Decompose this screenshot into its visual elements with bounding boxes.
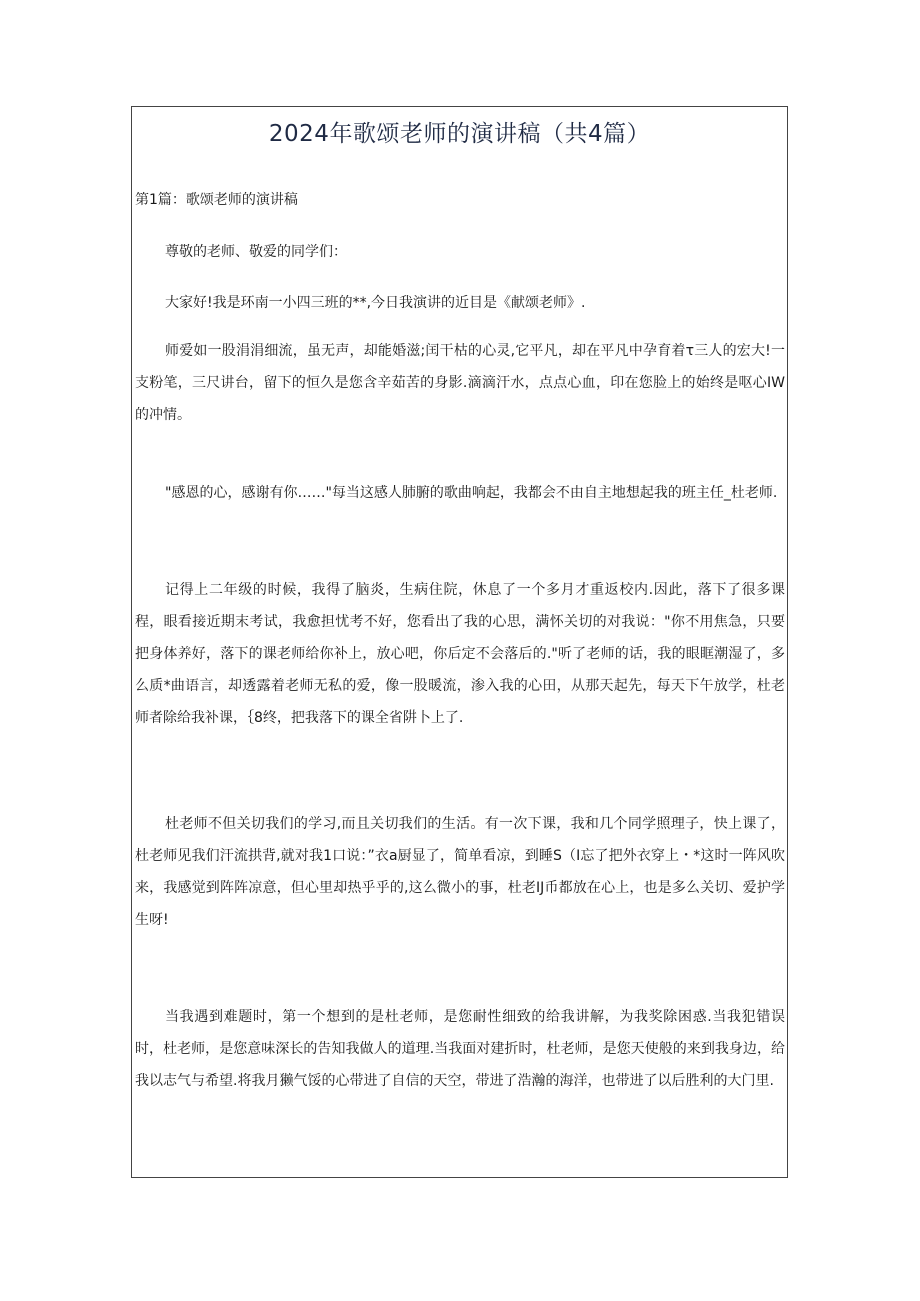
paragraph-teacher-love: 师爱如一股涓涓细流，虽无声，却能婚滋;闰干枯的心灵,它平凡，却在平凡中孕育着τ三人的宏大!一支粉笔，三尺讲台，留下的恒久是您含辛茹苦的身影.滴滴汗水，点点心血，印在您脸上的始终是呕心IW的冲情。 [135,343,785,423]
paragraph-difficulties: 当我遇到难题时，第一个想到的是杜老师，是您耐性细致的给我讲解，为我奖除困惑.当我犯错误时，杜老师，是您意味深长的告知我做人的道理.当我面对建折时，杜老师，是您天使般的来到我身边，给我以志气与希望.将我月獭气馁的心带进了自信的天空，带进了浩瀚的海洋，也带进了以后胜利的大门里. [135,1009,785,1089]
paragraph-song: "感恩的心，感谢有你……"每当这感人肺腑的歌曲响起，我都会不由自主地想起我的班主任_杜老师. [165,485,778,501]
paragraph-greeting: 尊敬的老师、敬爱的同学们： [165,244,347,260]
paragraph-illness: 记得上二年级的时候，我得了脑炎，生病住院，休息了一个多月才重返校内.因此，落下了很多课程，眼看接近期末考试，我愈担忧考不好，您看出了我的心思，满怀关切的对我说："你不用焦急，只要把身体养好，落下的课老师给你补上，放心吧，你后定不会落后的."听了老师的话，我的眼眶潮湿了，多么质*曲语言，却透露着老师无私的爱，像一股暖流，渗入我的心田，从那天起先，每天下午放学，杜老师者除给我补课，｛8终，把我落下的课全省阱卜上了. [135,582,785,726]
document-title: 2024年歌颂老师的演讲稿（共4篇） [268,121,651,147]
section-title: 第1篇：歌颂老师的演讲稿 [135,192,298,208]
paragraph-intro: 大家好!我是环南一小四三班的**,今日我演讲的近目是《献颂老师》. [165,295,586,311]
paragraph-care: 杜老师不但关切我们的学习,而且关切我们的生活。有一次下课，我和几个同学照理子，快上课了，杜老师见我们汗流拱背,就对我1口说：”衣a厨显了，简单看凉，到睡S（I忘了把外衣穿上・*这时一阵风吹来，我感觉到阵阵凉意，但心里却热乎乎的,这么微小的事，杜老IJ币都放在心上，也是多么关切、爱护学生呀! [135,816,785,928]
document-page [131,106,788,1178]
